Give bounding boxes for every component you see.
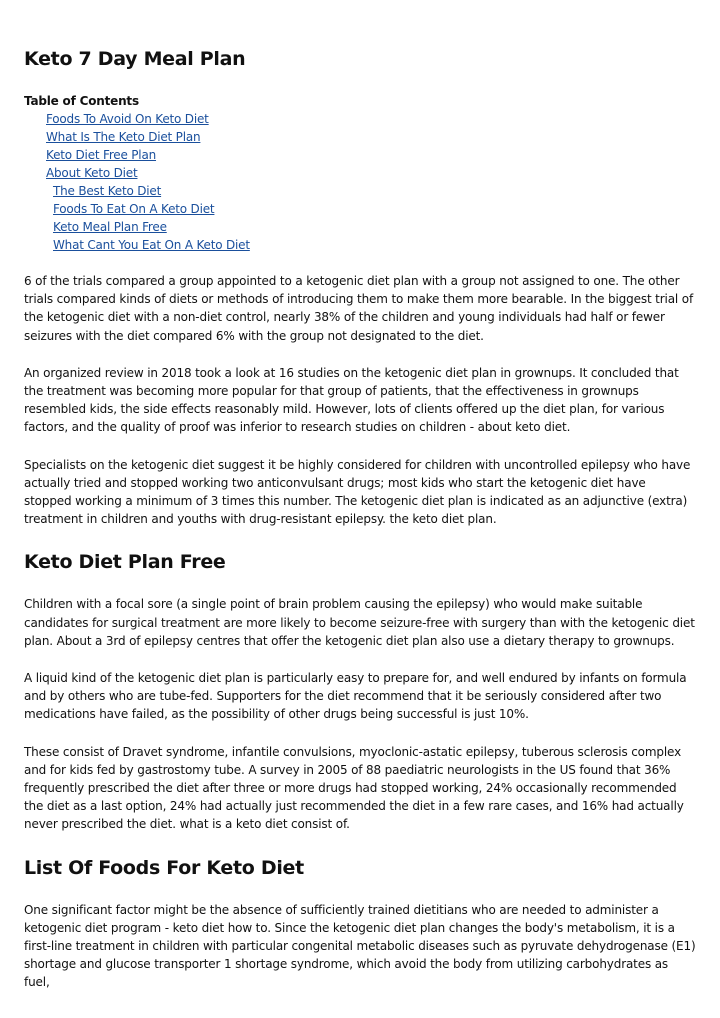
section-heading: Keto Diet Plan Free (24, 551, 226, 574)
body-paragraph: Specialists on the ketogenic diet suggest it be highly considered for children with uncontrolled epilepsy who have actually tried and stopped working two anticonvulsant drugs; most kids who start the ketogenic diet have stopped working a minimum of 3 times this number. The ketogenic diet plan is indicated as an adjunctive (extra) treatment in children and youths with drug-resistant epilepsy. the keto diet plan. (24, 457, 691, 527)
toc-item (24, 182, 696, 200)
toc-link-foods-to-avoid[interactable]: Foods To Avoid On Keto Diet (46, 112, 209, 126)
body-paragraph: These consist of Dravet syndrome, infantile convulsions, myoclonic-astatic epilepsy, tuberous sclerosis complex and for kids fed by gastrostomy tube. A survey in 2005 of 88 paediatric neurologists in the US found that 36% frequently prescribed the diet after three or more drugs had stopped working, 24% occasionally recommended the diet as a last option, 24% had actually just recommended the diet in a few rare cases, and 16% had actually never prescribed the diet. what is a keto diet consist of. (24, 744, 684, 832)
body-paragraph: An organized review in 2018 took a look at 16 studies on the ketogenic diet plan in grownups. It concluded that the treatment was becoming more popular for that group of patients, that the effectiveness in grownups resembled kids, the side effects reasonably mild. However, lots of clients offered up the diet plan, for various factors, and the quality of proof was inferior to research studies on children - about keto diet. (24, 365, 679, 435)
toc-link-foods-to-eat[interactable]: Foods To Eat On A Keto Diet (53, 202, 215, 216)
toc-item (24, 164, 696, 182)
toc-item (24, 236, 696, 254)
toc-item (24, 146, 696, 164)
toc-link-what-is-keto-diet-plan[interactable]: What Is The Keto Diet Plan (46, 130, 201, 144)
body-paragraph: Children with a focal sore (a single point of brain problem causing the epilepsy) who would make suitable candidates for surgical treatment are more likely to become seizure-free with surgery than with the ketogenic diet plan. About a 3rd of epilepsy centres that offer the ketogenic diet plan also use a dietary therapy to grownups. (24, 597, 695, 648)
toc-item (24, 110, 696, 128)
toc-heading: Table of Contents (24, 94, 139, 108)
table-of-contents (24, 92, 696, 254)
toc-item (24, 128, 696, 146)
body-paragraph: One significant factor might be the absence of sufficiently trained dietitians who are needed to administer a ketogenic diet program - keto diet how to. Since the ketogenic diet plan changes the body's metabolism, it is a first-line treatment in children with particular congenital metabolic diseases such as pyruvate dehydrogenase (E1) shortage and glucose transporter 1 shortage syndrome, which avoid the body from utilizing carbohydrates as fuel, (24, 902, 696, 990)
body-paragraph: 6 of the trials compared a group appointed to a ketogenic diet plan with a group not assigned to one. The other trials compared kinds of diets or methods of introducing them to make them more bearable. In the biggest trial of the ketogenic diet with a non-diet control, nearly 38% of the children and young individuals had half or fewer seizures with the diet compared 6% with the group not designated to the diet. (24, 274, 694, 343)
body-paragraph: A liquid kind of the ketogenic diet plan is particularly easy to prepare for, and well endured by infants on formula and by others who are tube-fed. Supporters for the diet recommend that it be seriously considered after two medications have failed, as the possibility of other drugs being successful is just 10%. (24, 671, 687, 722)
toc-item (24, 218, 696, 236)
toc-link-keto-diet-free-plan[interactable]: Keto Diet Free Plan (46, 148, 157, 162)
toc-link-what-cant-you-eat[interactable]: What Cant You Eat On A Keto Diet (53, 238, 250, 252)
toc-link-about-keto-diet[interactable]: About Keto Diet (46, 166, 138, 180)
page-title: Keto 7 Day Meal Plan (24, 48, 246, 70)
toc-link-best-keto-diet[interactable]: The Best Keto Diet (53, 184, 162, 198)
toc-item (24, 200, 696, 218)
toc-list (24, 110, 696, 254)
toc-link-keto-meal-plan-free[interactable]: Keto Meal Plan Free (53, 220, 167, 234)
section-heading: List Of Foods For Keto Diet (24, 856, 304, 879)
